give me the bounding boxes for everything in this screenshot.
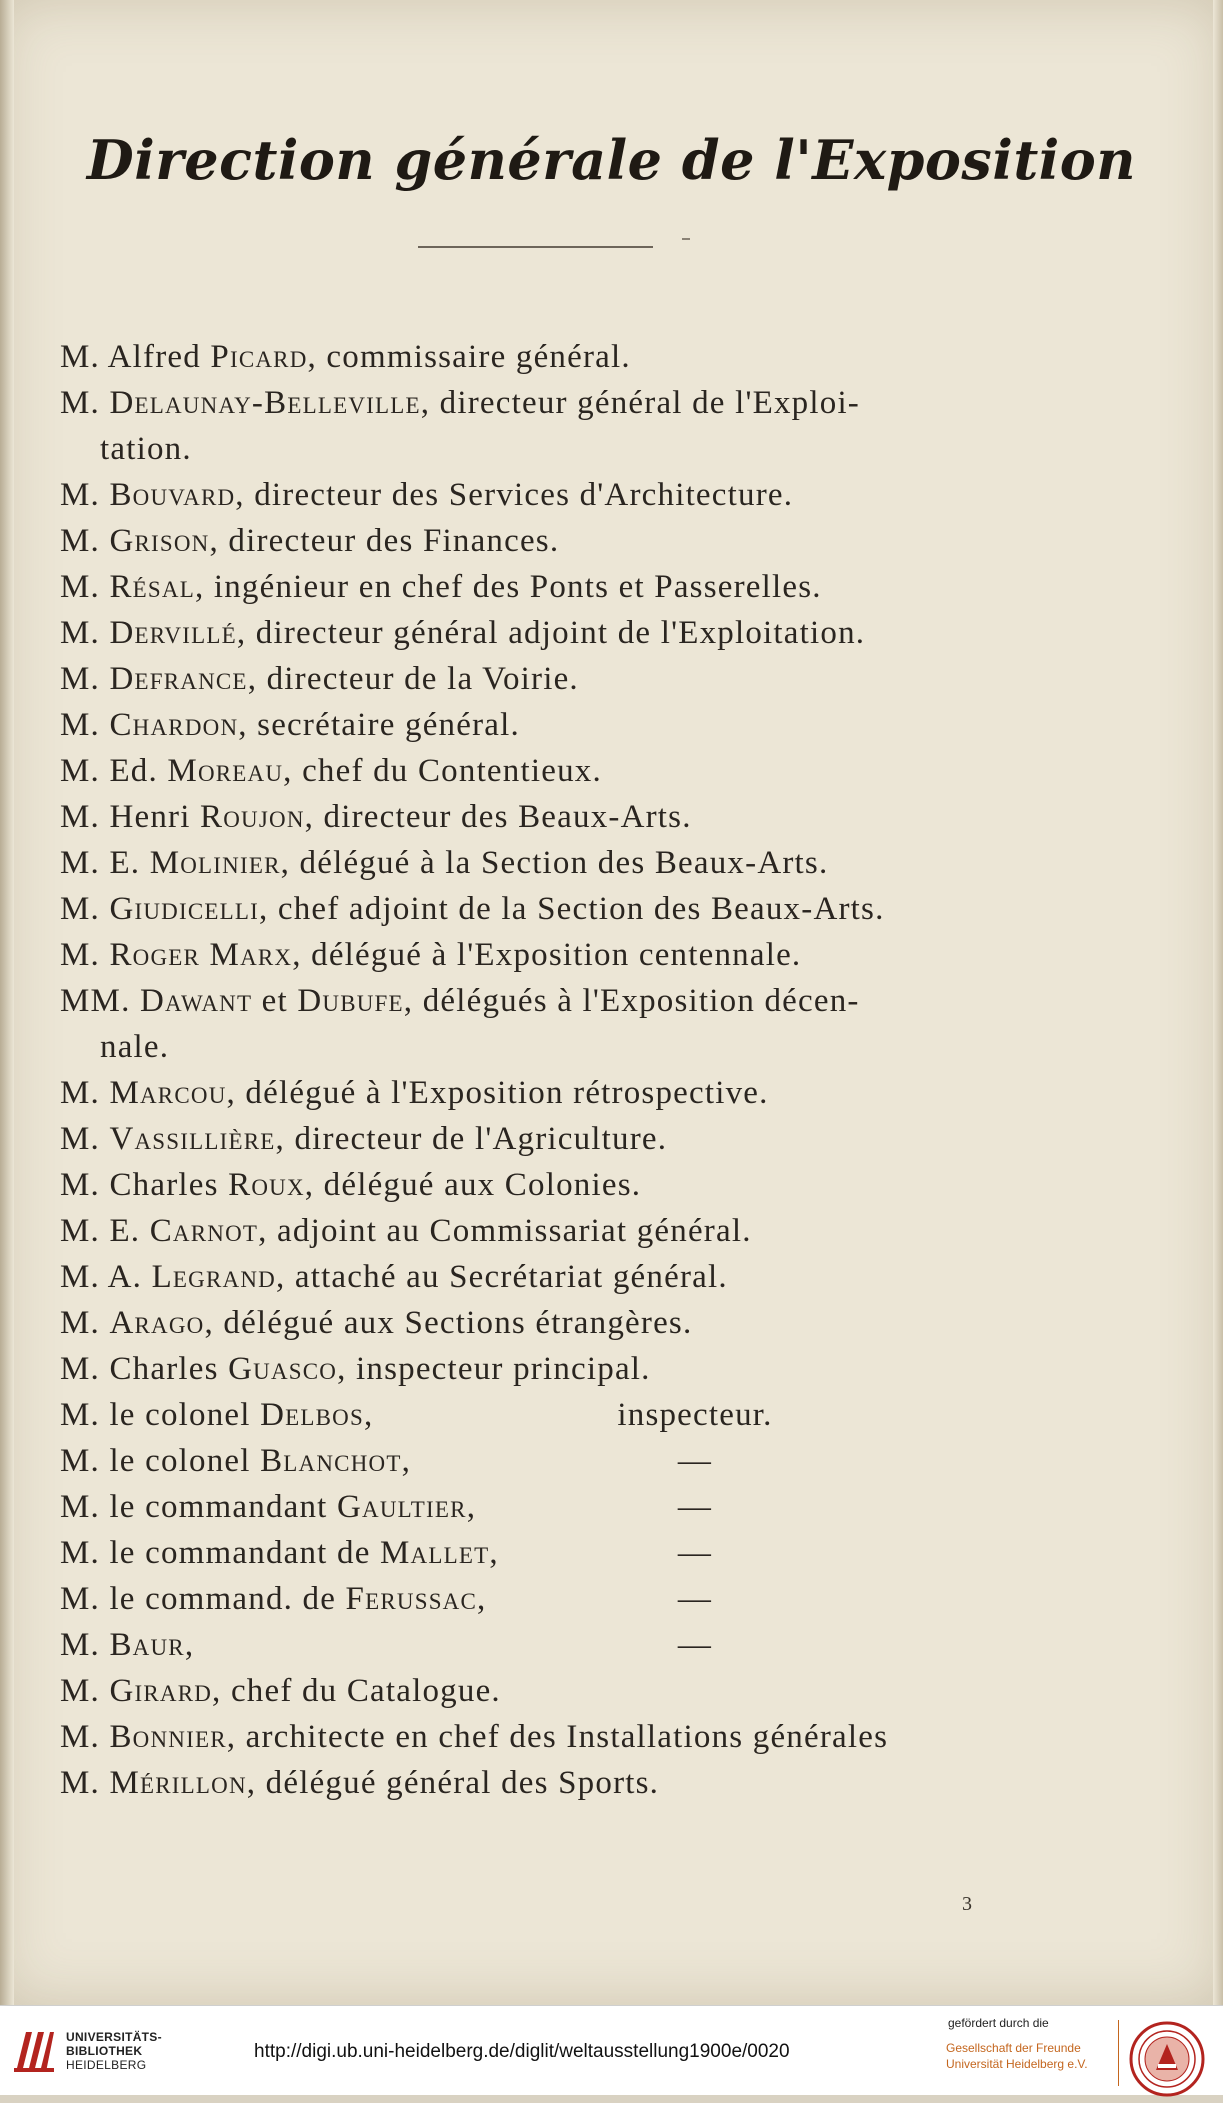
- person-name: Bonnier: [109, 1719, 227, 1755]
- divider-dot: [682, 238, 690, 240]
- list-item: [60, 656, 1180, 702]
- person-name: Résal: [109, 569, 195, 605]
- person-name: Moreau: [167, 753, 284, 789]
- entry-text: M. Ed.: [60, 753, 168, 789]
- entry-text: , commissaire général.: [307, 339, 631, 375]
- person-name: Legrand: [151, 1259, 276, 1295]
- entry-text: ,: [184, 1627, 195, 1663]
- person-name: Dubufe: [297, 983, 404, 1019]
- person-name: Vassillière: [109, 1121, 276, 1157]
- entry-text: M.: [60, 707, 110, 743]
- list-item: [60, 1438, 1180, 1484]
- entry-text: , secrétaire général.: [238, 707, 520, 743]
- entry-text: , chef du Contentieux.: [283, 753, 602, 789]
- entry-text: ,: [477, 1581, 487, 1617]
- entry-text: , délégué aux Sections étrangères.: [204, 1305, 693, 1341]
- entry-text: nale.: [100, 1029, 170, 1065]
- library-name-line2: BIBLIOTHEK: [66, 2044, 143, 2058]
- entry-text: M. le commandant: [60, 1489, 338, 1525]
- inspector-name: [60, 1392, 570, 1438]
- person-name: Roux: [228, 1167, 305, 1203]
- list-item: [60, 794, 1180, 840]
- person-name: Guasco: [228, 1351, 338, 1387]
- library-logo-icon[interactable]: [12, 2028, 56, 2076]
- list-item: [60, 1162, 1180, 1208]
- entry-text: , architecte en chef des Installations générales: [226, 1719, 889, 1755]
- entry-text: , chef du Catalogue.: [212, 1673, 501, 1709]
- entry-text: , directeur général de l'Exploi-: [420, 385, 860, 421]
- staff-list: [60, 334, 1180, 1806]
- sponsor-divider: [1118, 2020, 1119, 2086]
- entry-text: M. le command. de: [60, 1581, 346, 1617]
- list-item: [60, 840, 1180, 886]
- entry-text: tation.: [100, 431, 192, 467]
- person-name: Mérillon: [109, 1765, 247, 1801]
- entry-text: M.: [60, 891, 110, 927]
- list-item: [60, 1668, 1180, 1714]
- inspector-role: —: [677, 1581, 713, 1617]
- entry-text: M.: [60, 1121, 110, 1157]
- library-name-line1: UNIVERSITÄTS-: [66, 2030, 162, 2044]
- entry-text: M.: [60, 1075, 110, 1111]
- list-item: [60, 380, 1180, 426]
- entry-text: ,: [489, 1535, 499, 1571]
- list-item: [60, 334, 1180, 380]
- person-name: Delbos: [260, 1397, 364, 1433]
- list-item: [60, 1070, 1180, 1116]
- entry-text: M. A.: [60, 1259, 152, 1295]
- person-name: Baur: [109, 1627, 185, 1663]
- entry-text: M.: [60, 1719, 110, 1755]
- entry-text: ,: [363, 1397, 374, 1433]
- person-name: Grison: [109, 523, 210, 559]
- inspector-role: —: [677, 1489, 713, 1525]
- list-item: [60, 886, 1180, 932]
- person-name: Chardon: [109, 707, 239, 743]
- entry-text: M. le commandant de: [60, 1535, 381, 1571]
- entry-text: ,: [401, 1443, 412, 1479]
- permalink-url[interactable]: http://digi.ub.uni-heidelberg.de/diglit/weltausstellung1900e/0020: [254, 2041, 790, 2062]
- inspector-role: —: [677, 1535, 713, 1571]
- page-title: Direction générale de l'Exposition: [86, 128, 1137, 192]
- list-item: [60, 472, 1180, 518]
- person-name: Molinier: [149, 845, 281, 881]
- entry-text: , chef adjoint de la Section des Beaux-Arts.: [258, 891, 885, 927]
- entry-text: , délégué aux Colonies.: [304, 1167, 642, 1203]
- inspector-role: —: [677, 1627, 713, 1663]
- entry-text: , délégué à l'Exposition centennale.: [292, 937, 802, 973]
- entry-text: , délégué à l'Exposition rétrospective.: [226, 1075, 769, 1111]
- sponsor-line1: Gesellschaft der Freunde: [946, 2041, 1081, 2055]
- entry-text: M.: [60, 1305, 110, 1341]
- entry-text: , directeur général adjoint de l'Exploitation.: [236, 615, 866, 651]
- person-name: Ferussac: [345, 1581, 478, 1617]
- person-name: Delaunay-Belleville: [109, 385, 421, 421]
- entry-text: M.: [60, 1673, 110, 1709]
- entry-text: , directeur des Services d'Architecture.: [235, 477, 794, 513]
- person-name: Mallet: [380, 1535, 490, 1571]
- entry-text: M. Henri: [60, 799, 201, 835]
- list-item: [60, 518, 1180, 564]
- list-item-continuation: [60, 426, 1180, 472]
- person-name: Marcou: [109, 1075, 227, 1111]
- entry-text: M.: [60, 661, 110, 697]
- entry-text: , directeur de l'Agriculture.: [275, 1121, 668, 1157]
- entry-text: , ingénieur en chef des Ponts et Passerelles.: [194, 569, 822, 605]
- person-name: Carnot: [149, 1213, 259, 1249]
- inspector-name: [60, 1484, 570, 1530]
- list-item: [60, 1714, 1180, 1760]
- entry-text: et: [252, 983, 298, 1019]
- list-item: [60, 1346, 1180, 1392]
- entry-text: M. Alfred: [60, 339, 211, 375]
- inspector-role: —: [677, 1443, 713, 1479]
- person-name: Gaultier: [337, 1489, 467, 1525]
- inspector-name: [60, 1622, 570, 1668]
- sponsor-line2: Universität Heidelberg e.V.: [946, 2057, 1088, 2071]
- person-name: Giudicelli: [109, 891, 259, 927]
- list-item: [60, 1254, 1180, 1300]
- list-item: [60, 1622, 1180, 1668]
- entry-text: M.: [60, 569, 110, 605]
- list-item: [60, 1208, 1180, 1254]
- entry-text: M.: [60, 615, 110, 651]
- entry-text: , délégué général des Sports.: [246, 1765, 660, 1801]
- person-name: Roger Marx: [109, 937, 293, 973]
- sponsor-name[interactable]: [946, 2040, 1088, 2072]
- person-name: Defrance: [109, 661, 248, 697]
- person-name: Blanchot: [260, 1443, 402, 1479]
- list-item: [60, 1576, 1180, 1622]
- entry-text: M.: [60, 477, 110, 513]
- entry-text: M.: [60, 385, 110, 421]
- entry-text: MM.: [60, 983, 140, 1019]
- sponsor-intro: gefördert durch die: [948, 2016, 1049, 2030]
- person-name: Dawant: [140, 983, 253, 1019]
- entry-text: M.: [60, 523, 110, 559]
- page-edge-right: [1213, 0, 1223, 2005]
- list-item: [60, 1484, 1180, 1530]
- entry-text: M. le colonel: [60, 1397, 261, 1433]
- list-item: [60, 748, 1180, 794]
- entry-text: , adjoint au Commissariat général.: [258, 1213, 752, 1249]
- inspector-name: [60, 1438, 570, 1484]
- person-name: Girard: [109, 1673, 213, 1709]
- list-item: [60, 564, 1180, 610]
- entry-text: , attaché au Secrétariat général.: [275, 1259, 728, 1295]
- entry-text: , directeur des Finances.: [209, 523, 560, 559]
- entry-text: , inspecteur principal.: [337, 1351, 651, 1387]
- entry-text: M.: [60, 1765, 110, 1801]
- inspector-name: [60, 1576, 570, 1622]
- list-item: [60, 1760, 1180, 1806]
- person-name: Picard: [210, 339, 308, 375]
- inspector-role: inspecteur.: [617, 1397, 773, 1433]
- entry-text: M. Charles: [60, 1167, 229, 1203]
- entry-text: M. E.: [60, 1213, 150, 1249]
- list-item: [60, 1116, 1180, 1162]
- entry-text: M.: [60, 937, 110, 973]
- entry-text: M.: [60, 1627, 110, 1663]
- entry-text: M. Charles: [60, 1351, 229, 1387]
- entry-text: M. le colonel: [60, 1443, 261, 1479]
- person-name: Roujon: [200, 799, 305, 835]
- entry-text: M. E.: [60, 845, 150, 881]
- list-item: [60, 932, 1180, 978]
- person-name: Arago: [109, 1305, 205, 1341]
- list-item: [60, 1300, 1180, 1346]
- footer-bar: [0, 2005, 1223, 2095]
- entry-text: , délégués à l'Exposition décen-: [403, 983, 860, 1019]
- list-item: [60, 702, 1180, 748]
- list-item: [60, 1392, 1180, 1438]
- person-name: Bouvard: [109, 477, 236, 513]
- inspector-name: [60, 1530, 570, 1576]
- list-item: [60, 1530, 1180, 1576]
- entry-text: ,: [466, 1489, 477, 1525]
- entry-text: , délégué à la Section des Beaux-Arts.: [280, 845, 829, 881]
- person-name: Dervillé: [109, 615, 237, 651]
- list-item-continuation: [60, 1024, 1180, 1070]
- list-item: [60, 978, 1180, 1024]
- library-name: [66, 2030, 162, 2072]
- entry-text: , directeur des Beaux-Arts.: [304, 799, 692, 835]
- title-divider: [418, 246, 653, 248]
- entry-text: , directeur de la Voirie.: [247, 661, 579, 697]
- list-item: [60, 610, 1180, 656]
- page-number: 3: [962, 1893, 972, 1915]
- page-edge-left: [0, 0, 14, 2005]
- university-seal-icon[interactable]: [1128, 2020, 1206, 2098]
- library-name-line3: HEIDELBERG: [66, 2058, 147, 2072]
